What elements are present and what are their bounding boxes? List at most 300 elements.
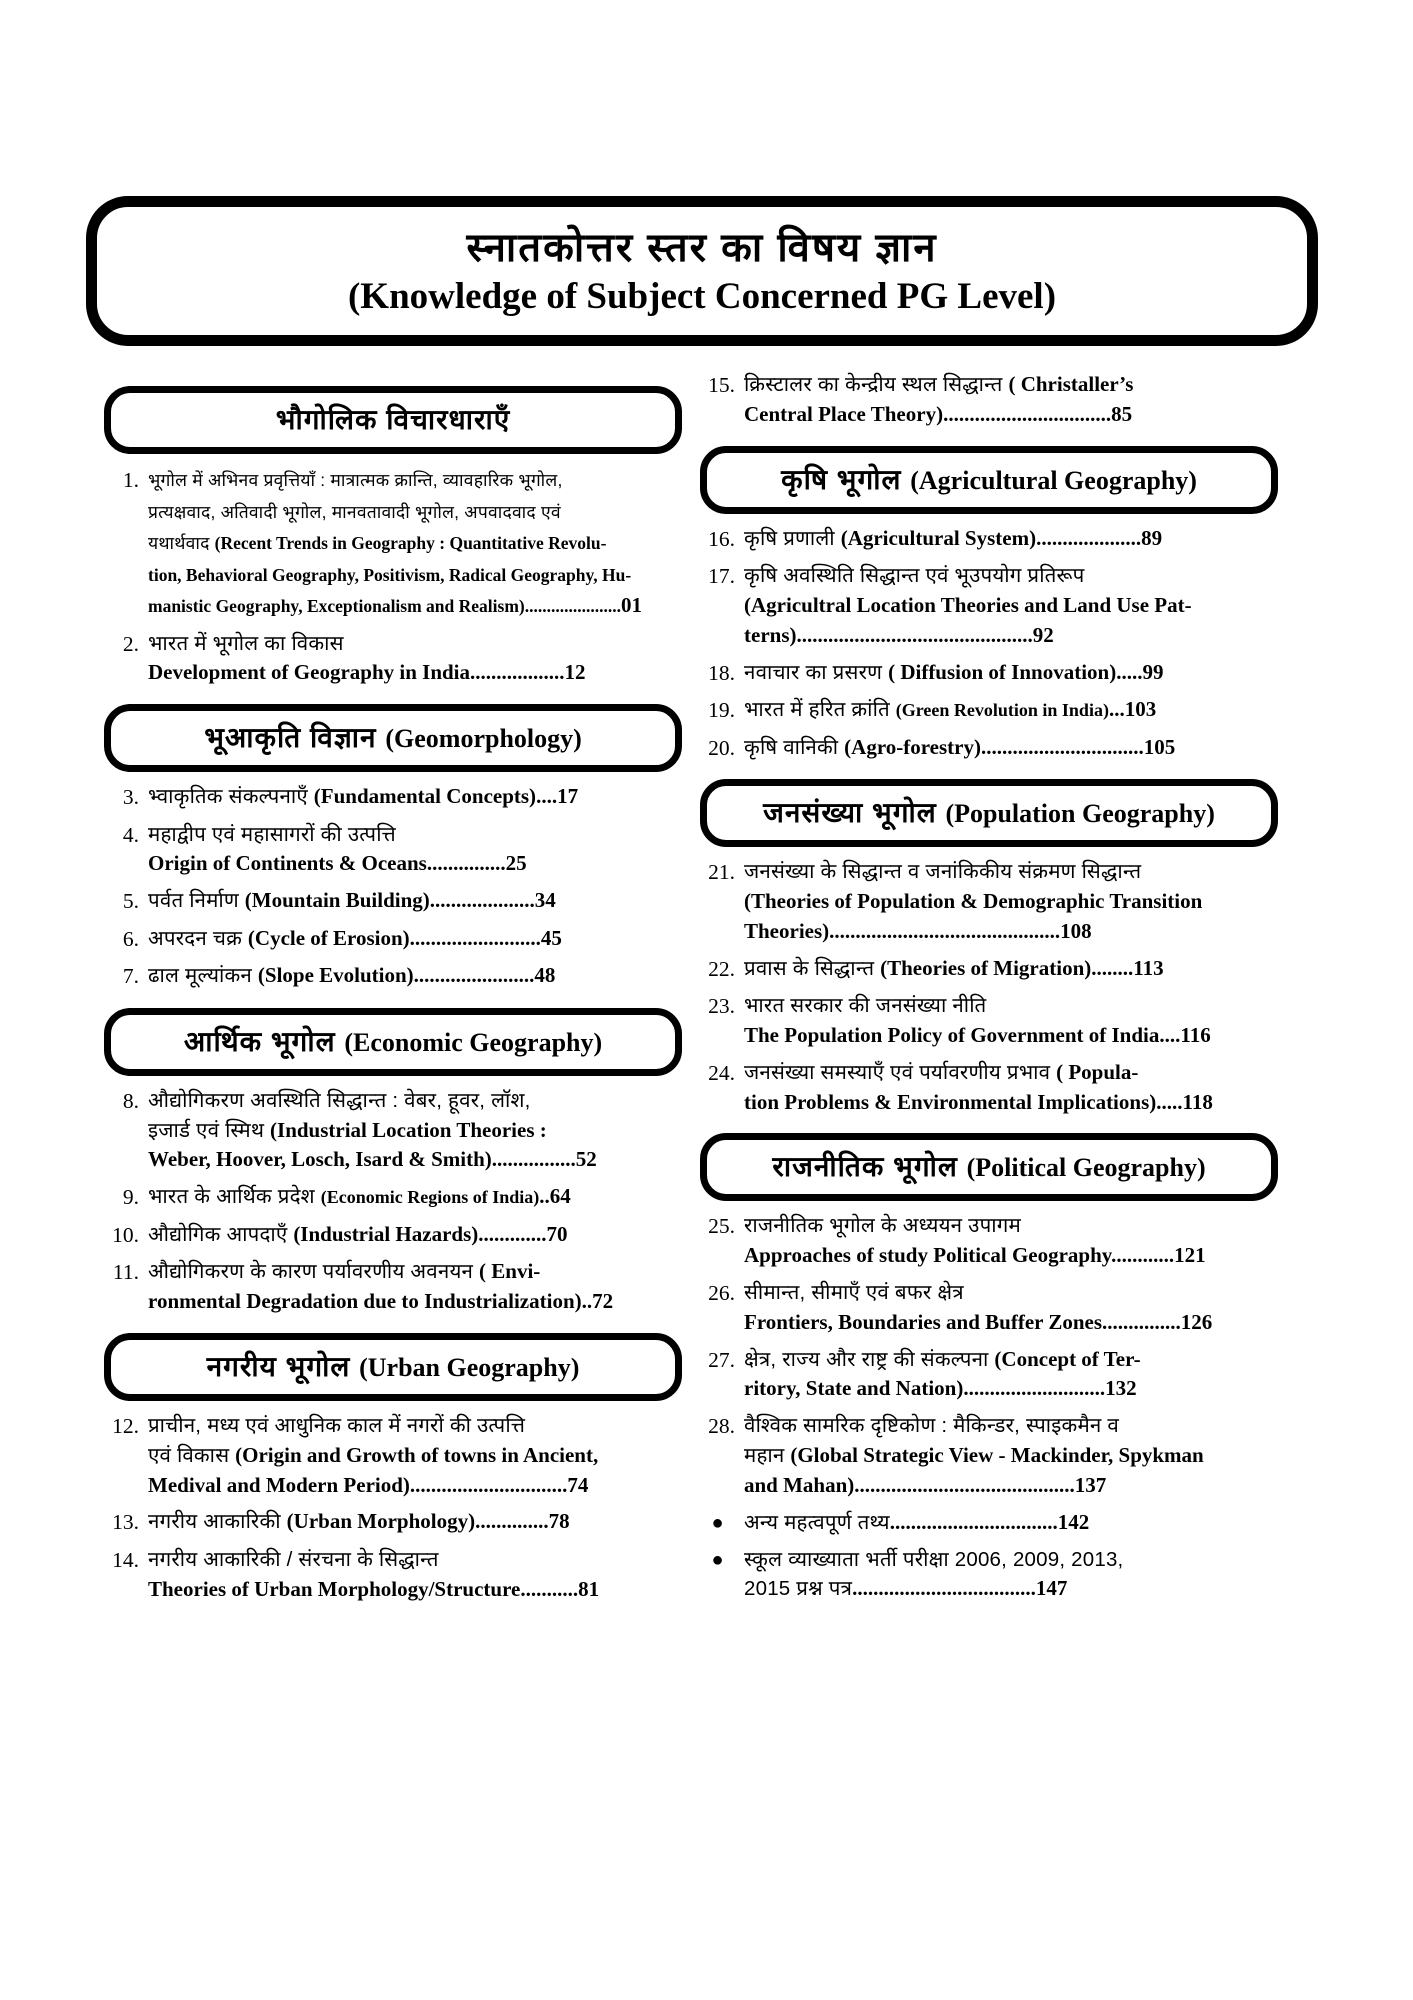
toc-entry-dots: ...............................: [980, 734, 1144, 759]
toc-entry-page-number: 81: [578, 1576, 600, 1601]
toc-entry[interactable]: [104, 782, 682, 813]
toc-entry-text-english: and Mahan): [744, 1472, 855, 1497]
toc-entry-page-number: 70: [546, 1221, 568, 1246]
toc-entry-line: [148, 464, 682, 496]
toc-entry-body: [744, 1345, 1278, 1405]
toc-entry-line: [744, 857, 1278, 887]
toc-entry-number: 23.: [708, 994, 735, 1019]
toc-entry-number: 2.: [122, 631, 139, 656]
toc-entry-line: [744, 1411, 1278, 1441]
section-heading-hindi: नगरीय भूगोल: [206, 1350, 360, 1382]
toc-entry-number: 26.: [708, 1280, 735, 1305]
toc-entry-body: [744, 524, 1278, 554]
toc-entry-line: [148, 559, 682, 591]
toc-entry-line: [744, 887, 1278, 917]
toc-entry-dots: ..................: [470, 660, 565, 685]
toc-entry-line: [148, 924, 682, 954]
toc-entry-text-english: (Recent Trends in Geography : Quantitative Revolu-: [214, 533, 607, 553]
toc-entry-text-hindi: जनसंख्या समस्याएँ एवं पर्यावरणीय प्रभाव: [744, 1060, 1057, 1084]
toc-entry-text-english: Medival and Modern Period): [148, 1472, 410, 1497]
toc-entry-body: [744, 658, 1278, 688]
toc-entry-line: [148, 590, 682, 622]
toc-entry-text-hindi: क्षेत्र, राज्य और राष्ट्र की संकल्पना: [744, 1347, 995, 1371]
toc-entry-page-number: 78: [548, 1509, 570, 1534]
toc-entry-page-number: 142: [1057, 1509, 1090, 1534]
toc-entry-text-hindi: प्रवास के सिद्धान्त: [744, 956, 881, 980]
toc-entry-text-english: (Agricultral Location Theories and Land Use Pat-: [744, 592, 1192, 617]
toc-entry-dots: ...: [1108, 697, 1125, 722]
toc-entry-text-english: manistic Geography, Exceptionalism and Realism): [148, 596, 525, 616]
toc-entry-body: [148, 820, 682, 880]
toc-entry-body: [148, 924, 682, 954]
toc-entry-page-number: 12: [564, 660, 586, 685]
toc-entry-number: 15.: [708, 373, 735, 397]
toc-entry-text-hindi: नगरीय आकारिकी: [148, 1510, 287, 1534]
toc-entry-text-hindi: प्राचीन, मध्य एवं आधुनिक काल में नगरों की उत्पत्ति: [148, 1413, 526, 1437]
toc-entry-text-hindi: सीमान्त, सीमाएँ एवं बफर क्षेत्र: [744, 1280, 964, 1304]
toc-entry[interactable]: [700, 991, 1278, 1051]
toc-entry-text-english: ( Popula-: [1056, 1059, 1139, 1084]
toc-entry-body: [148, 1086, 682, 1175]
toc-entry-page-number: 118: [1182, 1089, 1213, 1114]
toc-entry-line: [744, 991, 1278, 1021]
toc-entry-dots: ....................: [429, 888, 535, 913]
toc-entry-number: 5.: [122, 889, 139, 914]
page-title-hindi: स्नातकोत्तर स्तर का विषय ज्ञान: [466, 226, 938, 270]
toc-entry-text-english: Development of Geography in India: [148, 660, 471, 685]
toc-entry-page-number: 108: [1060, 918, 1092, 943]
section-heading-arthik-bhugol: [104, 1008, 682, 1076]
toc-entry-body: [148, 1182, 682, 1212]
toc-entry-line: [744, 1374, 1278, 1404]
toc-entry-dots: ...............: [1102, 1309, 1181, 1334]
toc-entry-dots: ......................: [524, 596, 621, 616]
toc-entry-dots: .....: [1116, 659, 1143, 684]
toc-entry-line: [744, 524, 1278, 554]
toc-entry-text-english: (Fundamental Concepts): [313, 784, 537, 809]
toc-entry-number: 3.: [122, 785, 139, 810]
toc-entry-line: [148, 849, 682, 879]
toc-entry-body: [148, 886, 682, 916]
section-heading-bhaugolik-vichardharayen: [104, 386, 682, 454]
toc-entry-text-hindi: ढाल मूल्यांकन: [148, 964, 258, 988]
toc-entry-line: [744, 400, 1278, 430]
toc-entry-line: [744, 1345, 1278, 1375]
toc-entry-text-english: (Origin and Growth of towns in Ancient,: [235, 1442, 599, 1467]
toc-entry-text-hindi: भूगोल में अभिनव प्रवृत्तियाँ : मात्रात्मक क्रान्ति, व्यावहारिक भूगोल,: [148, 470, 563, 490]
toc-entry-line: [744, 370, 1278, 400]
toc-entry-number: 19.: [708, 698, 735, 723]
toc-entry-line: [744, 1278, 1278, 1308]
toc-entry-text-english: (Mountain Building): [244, 888, 430, 913]
toc-entry[interactable]: [700, 733, 1278, 764]
toc-entry-body: [148, 1507, 682, 1537]
toc-entry-text-english: (Agro-forestry): [844, 734, 981, 759]
toc-entry-line: [148, 1507, 682, 1537]
toc-entry[interactable]: [700, 954, 1278, 985]
toc-entry[interactable]: [104, 629, 682, 689]
toc-entry-text-hindi: अन्य महत्वपूर्ण तथ्य: [744, 1510, 890, 1534]
toc-entry[interactable]: [700, 370, 1278, 430]
toc-entry-body: [148, 1220, 682, 1250]
toc-entry-number: 25.: [708, 1214, 735, 1239]
toc-entry-page-number: 74: [567, 1472, 589, 1497]
toc-entry-line: [148, 1116, 682, 1146]
toc-entry-page-number: 137: [1074, 1472, 1107, 1497]
toc-entry-line: [744, 917, 1278, 947]
toc-entry-text-hindi: महाद्वीप एवं महासागरों की उत्पत्ति: [148, 822, 396, 846]
toc-entry-line: [744, 1021, 1278, 1051]
toc-entry-text-hindi: भारत में हरित क्रांति: [744, 698, 896, 722]
toc-entry-line: [148, 886, 682, 916]
toc-entry-body: [744, 1411, 1278, 1500]
toc-entry-line: [744, 1308, 1278, 1338]
toc-entry-line: [744, 1441, 1278, 1471]
page-title-banner: [86, 196, 1318, 346]
toc-entry-text-hindi: 2015 प्रश्न पत्र: [744, 1577, 853, 1601]
toc-entry-text-english: (Economic Regions of India): [320, 1187, 540, 1208]
section-heading-english: (Urban Geography): [359, 1352, 580, 1382]
toc-entry-text-english: tion Problems & Environmental Implications): [744, 1089, 1157, 1114]
toc-entry-line: [744, 561, 1278, 591]
toc-entry-number: 6.: [122, 926, 139, 951]
toc-entry-text-hindi: प्रत्यक्षवाद, अतिवादी भूगोल, मानवतावादी भूगोल, अपवादवाद एवं: [148, 501, 561, 522]
section-heading-english: (Political Geography): [966, 1153, 1206, 1183]
toc-entry-text-hindi: औद्योगिकरण के कारण पर्यावरणीय अवनयन: [148, 1260, 480, 1284]
toc-entry-text-english: ( Envi-: [479, 1259, 541, 1284]
toc-entry-page-number: 92: [1032, 622, 1054, 647]
toc-entry-page-number: 116: [1180, 1022, 1211, 1047]
toc-entry-body: [148, 464, 682, 622]
toc-entry[interactable]: [104, 1411, 682, 1500]
toc-entry-page-number: 64: [549, 1184, 571, 1209]
toc-entry-line: [148, 1220, 682, 1250]
toc-entry-text-hindi: कृषि वानिकी: [744, 735, 845, 759]
toc-entry-body: [148, 782, 682, 812]
toc-entry-text-hindi: अपरदन चक्र: [148, 926, 248, 950]
section-heading-hindi: राजनीतिक भूगोल: [772, 1151, 967, 1183]
toc-entry-line: [148, 1182, 682, 1212]
toc-entry-page-number: 126: [1180, 1309, 1213, 1334]
toc-entry-line: [148, 1287, 682, 1317]
toc-entry[interactable]: [104, 886, 682, 917]
toc-entry-page-number: 113: [1133, 955, 1164, 980]
toc-entry-body: [744, 695, 1278, 725]
section-heading-english: (Economic Geography): [344, 1027, 603, 1057]
toc-entry-body: [744, 1508, 1278, 1538]
toc-entry[interactable]: [104, 1545, 682, 1605]
toc-entry-line: [744, 621, 1278, 651]
section-heading-krishi-bhugol: [700, 446, 1278, 514]
toc-entry-dots: .....: [1156, 1089, 1183, 1114]
toc-entry-line: [148, 961, 682, 991]
toc-entry-text-hindi: पर्वत निर्माण: [148, 889, 245, 913]
toc-entry-number: 20.: [708, 735, 735, 760]
toc-entry-text-english: ( Christaller’s: [1008, 372, 1134, 396]
toc-entry-line: [744, 1088, 1278, 1118]
toc-entry-text-hindi: भ्वाकृतिक संकल्पनाएँ: [148, 785, 314, 809]
toc-entry-number: 7.: [122, 964, 139, 989]
toc-entry-number: 9.: [122, 1185, 139, 1210]
section-heading-english: (Population Geography): [945, 799, 1215, 829]
toc-entry[interactable]: [700, 1058, 1278, 1118]
section-heading-hindi: भूआकृति विज्ञान: [204, 722, 386, 754]
toc-entry-text-hindi: जनसंख्या के सिद्धान्त व जनांकिकीय संक्रमण सिद्धान्त: [744, 860, 1142, 884]
toc-entry-line: [744, 1574, 1278, 1604]
toc-entry-body: [148, 1545, 682, 1605]
toc-entry-dots: .............: [478, 1221, 547, 1246]
section-heading-hindi: कृषि भूगोल: [781, 463, 911, 495]
toc-entry[interactable]: [104, 464, 682, 622]
toc-entry-page-number: 85: [1111, 401, 1133, 426]
toc-entry-text-english: Frontiers, Boundaries and Buffer Zones: [744, 1309, 1103, 1334]
section-heading-english: (Geomorphology): [385, 724, 582, 754]
toc-entry-line: [148, 1471, 682, 1501]
toc-entry-dots: ........: [1091, 955, 1134, 980]
toc-entry-number: 11.: [112, 1260, 139, 1285]
toc-entry-bullet: ●: [711, 1548, 724, 1571]
toc-entry-body: [148, 1257, 682, 1317]
toc-entry-text-english: terns): [744, 622, 797, 647]
toc-entry-text-english: Central Place Theory): [744, 401, 944, 426]
toc-entry-dots: ................................: [889, 1509, 1058, 1534]
toc-entry-line: [744, 1058, 1278, 1088]
toc-entry-text-hindi: कृषि प्रणाली: [744, 526, 841, 550]
toc-entry-page-number: 52: [575, 1147, 597, 1172]
toc-entry[interactable]: [104, 1507, 682, 1538]
toc-entry-line: [148, 496, 682, 528]
toc-entry[interactable]: [700, 658, 1278, 689]
toc-entry-text-english: (Industrial Location Theories :: [270, 1117, 547, 1142]
toc-entry-text-english: (Urban Morphology): [286, 1509, 476, 1534]
toc-entry-line: [744, 1211, 1278, 1241]
toc-entry-dots: ....: [536, 784, 558, 809]
toc-entry-line: [148, 527, 682, 559]
toc-entry-dots: ..........................................: [854, 1472, 1075, 1497]
toc-entry-text-hindi: एवं विकास: [148, 1443, 236, 1467]
toc-entry-line: [744, 695, 1278, 725]
toc-entry-line: [744, 733, 1278, 763]
toc-entry-page-number: 72: [592, 1289, 614, 1314]
toc-entry-page-number: 99: [1142, 659, 1164, 684]
toc-entry[interactable]: [700, 1508, 1278, 1538]
toc-entry[interactable]: [104, 1182, 682, 1213]
section-heading-hindi: आर्थिक भूगोल: [183, 1025, 345, 1057]
toc-entry-body: [744, 954, 1278, 984]
toc-entry-body: [148, 961, 682, 991]
toc-entry-text-hindi: वैश्विक सामरिक दृष्टिकोण : मैकिन्डर, स्पाइकमैन व: [744, 1414, 1120, 1438]
toc-entry-line: [744, 1241, 1278, 1271]
toc-entry-text-english: (Concept of Ter-: [994, 1346, 1141, 1371]
toc-entry-text-english: (Theories of Migration): [880, 955, 1092, 980]
toc-entry-text-english: Weber, Hoover, Losch, Isard & Smith): [148, 1147, 492, 1172]
toc-entry-number: 10.: [112, 1222, 139, 1247]
toc-entry-body: [744, 561, 1278, 650]
toc-entry-text-english: ronmental Degradation due to Industrialization): [148, 1289, 582, 1314]
toc-entry-dots: ................................: [943, 401, 1112, 426]
toc-entry-text-english: tion, Behavioral Geography, Positivism, Radical Geography, Hu-: [148, 564, 632, 585]
page-title-english: (Knowledge of Subject Concerned PG Level): [347, 276, 1057, 317]
toc-entry-number: 1.: [122, 468, 139, 492]
toc-entry-page-number: 105: [1143, 734, 1176, 759]
toc-entry-number: 21.: [708, 860, 735, 885]
toc-entry-text-hindi: कृषि अवस्थिति सिद्धान्त एवं भूउपयोग प्रतिरूप: [744, 564, 1085, 588]
toc-entry-number: 12.: [112, 1413, 139, 1438]
toc-entry-line: [148, 1411, 682, 1441]
toc-entry[interactable]: [104, 1220, 682, 1251]
toc-entry-text-english: The Population Policy of Government of India: [744, 1022, 1160, 1047]
toc-entry[interactable]: [700, 1345, 1278, 1405]
toc-entry-line: [744, 591, 1278, 621]
toc-entry-dots: ..: [539, 1184, 550, 1209]
toc-entry-text-hindi: भारत सरकार की जनसंख्या नीति: [744, 994, 987, 1018]
toc-entry-number: 13.: [112, 1510, 139, 1535]
toc-entry-dots: ............................................: [829, 918, 1061, 943]
toc-entry-number: 14.: [112, 1547, 139, 1572]
toc-entry-page-number: 103: [1124, 697, 1157, 722]
toc-entry-dots: ....................: [1036, 525, 1142, 550]
toc-entry-page-number: 34: [534, 888, 556, 913]
toc-entry-text-english: ( Diffusion of Innovation): [888, 659, 1117, 684]
toc-entry-number: 24.: [708, 1060, 735, 1085]
toc-entry-page-number: 132: [1105, 1376, 1137, 1401]
toc-entry-dots: ..: [581, 1289, 593, 1314]
toc-entry-dots: ...........................: [963, 1376, 1106, 1401]
toc-entry-text-english: (Agricultural System): [840, 525, 1037, 550]
toc-entry-dots: ...........: [520, 1576, 579, 1601]
toc-entry-text-hindi: औद्योगिक आपदाएँ: [148, 1222, 294, 1246]
toc-entry-text-hindi: नगरीय आकारिकी / संरचना के सिद्धान्त: [148, 1547, 439, 1571]
toc-entry-text-hindi: राजनीतिक भूगोल के अध्ययन उपागम: [744, 1214, 1021, 1238]
toc-entry-body: [744, 991, 1278, 1051]
section-heading-english: (Agricultural Geography): [910, 465, 1197, 495]
toc-entry-dots: ...............: [426, 851, 506, 876]
toc-entry[interactable]: [104, 961, 682, 992]
toc-entry-page-number: 25: [505, 851, 527, 876]
toc-entry-line: [744, 658, 1278, 688]
toc-entry[interactable]: [700, 1545, 1278, 1605]
toc-entry-line: [148, 1145, 682, 1175]
toc-entry-line: [744, 954, 1278, 984]
toc-entry-body: [744, 1278, 1278, 1338]
toc-entry-dots: ..............: [475, 1509, 549, 1534]
toc-entry-page-number: 01: [621, 593, 642, 617]
toc-entry-text-english: (Industrial Hazards): [293, 1221, 479, 1246]
toc-entry-text-hindi: भारत के आर्थिक प्रदेश: [148, 1185, 321, 1209]
toc-entry-text-hindi: महान: [744, 1444, 791, 1468]
toc-entry-text-english: Approaches of study Political Geography: [744, 1243, 1112, 1268]
toc-entry-line: [148, 1257, 682, 1287]
toc-entry-line: [148, 629, 682, 659]
toc-entry-text-english: ritory, State and Nation): [744, 1376, 964, 1401]
section-heading-hindi: जनसंख्या भूगोल: [763, 797, 946, 829]
toc-entry-body: [148, 1411, 682, 1500]
toc-entry-text-english: Origin of Continents & Oceans: [148, 851, 427, 876]
toc-entry-text-english: (Green Revolution in India): [895, 700, 1109, 721]
toc-entry-body: [744, 733, 1278, 763]
toc-entry[interactable]: [700, 524, 1278, 555]
section-heading-jansankhya-bhugol: [700, 779, 1278, 847]
toc-entry-text-hindi: औद्योगिकरण अवस्थिति सिद्धान्त : वेबर, हूवर, लॉश,: [148, 1088, 531, 1112]
toc-entry-text-hindi: स्कूल व्याख्याता भर्ती परीक्षा 2006, 2009, 2013,: [744, 1547, 1124, 1571]
toc-entry-text-hindi: भारत में भूगोल का विकास: [148, 631, 344, 655]
toc-entry-text-english: (Global Strategic View - Mackinder, Spykman: [790, 1443, 1204, 1468]
toc-entry-text-english: Theories): [744, 918, 830, 943]
toc-entry-number: 8.: [122, 1088, 139, 1113]
toc-entry-page-number: 48: [534, 963, 556, 988]
toc-entry-page-number: 147: [1035, 1576, 1068, 1601]
toc-entry-number: 16.: [708, 526, 735, 551]
toc-entry[interactable]: [700, 1278, 1278, 1338]
toc-entry-dots: ................: [491, 1147, 576, 1172]
toc-entry-text-english: (Theories of Population & Demographic Transition: [744, 888, 1203, 913]
toc-entry[interactable]: [104, 1257, 682, 1317]
toc-column-left: [104, 370, 682, 1611]
toc-entry-number: 22.: [708, 956, 735, 981]
toc-entry-line: [148, 1441, 682, 1471]
toc-entry-dots: .........................: [409, 925, 541, 950]
toc-entry-text-english: (Cycle of Erosion): [247, 925, 410, 950]
toc-entry-number: 28.: [708, 1414, 735, 1439]
toc-entry[interactable]: [700, 857, 1278, 946]
toc-entry[interactable]: [700, 1411, 1278, 1500]
toc-entry-line: [148, 782, 682, 812]
toc-entry-line: [148, 1086, 682, 1116]
toc-entry-text-hindi: क्रिस्टालर का केन्द्रीय स्थल सिद्धान्त: [744, 373, 1009, 396]
section-heading-bhuakriti-vigyan: [104, 704, 682, 772]
toc-entry-page-number: 45: [540, 925, 562, 950]
toc-entry-line: [148, 658, 682, 688]
toc-entry-bullet: ●: [711, 1511, 724, 1534]
section-heading-rajnitik-bhugol: [700, 1133, 1278, 1201]
toc-entry-dots: .......................: [413, 963, 535, 988]
toc-entry[interactable]: [700, 1211, 1278, 1271]
toc-entry-line: [744, 1508, 1278, 1538]
toc-entry-body: [744, 1058, 1278, 1118]
toc-entry-body: [148, 629, 682, 689]
toc-entry-number: 17.: [708, 564, 735, 589]
toc-entry-number: 18.: [708, 660, 735, 685]
toc-entry-body: [744, 1545, 1278, 1605]
toc-entry-line: [744, 1545, 1278, 1575]
toc-entry-line: [148, 1575, 682, 1605]
toc-entry-text-hindi: यथार्थवाद: [148, 533, 215, 553]
toc-entry-page-number: 17: [557, 784, 579, 809]
section-heading-nagriya-bhugol: [104, 1333, 682, 1401]
toc-entry-text-hindi: नवाचार का प्रसरण: [744, 660, 889, 684]
section-heading-hindi: भौगोलिक विचारधाराएँ: [275, 404, 511, 435]
toc-entry-text-hindi: इजार्ड एवं स्मिथ: [148, 1118, 271, 1142]
toc-entry-line: [148, 1545, 682, 1575]
toc-entry-dots: .............................................: [796, 622, 1033, 647]
toc-column-right: [700, 370, 1278, 1611]
toc-entry-number: 27.: [708, 1347, 735, 1372]
toc-entry-line: [148, 820, 682, 850]
toc-entry-dots: ............: [1111, 1243, 1175, 1268]
toc-entry[interactable]: [104, 1086, 682, 1175]
toc-entry-body: [744, 370, 1278, 430]
toc-entry-dots: ....: [1159, 1022, 1181, 1047]
toc-entry[interactable]: [104, 820, 682, 880]
toc-entry[interactable]: [700, 695, 1278, 726]
toc-entry-text-english: (Slope Evolution): [257, 963, 414, 988]
toc-entry[interactable]: [700, 561, 1278, 650]
toc-entry[interactable]: [104, 924, 682, 955]
toc-entry-body: [744, 857, 1278, 946]
toc-entry-line: [744, 1471, 1278, 1501]
toc-entry-page-number: 121: [1174, 1243, 1206, 1268]
toc-entry-number: 4.: [122, 822, 139, 847]
